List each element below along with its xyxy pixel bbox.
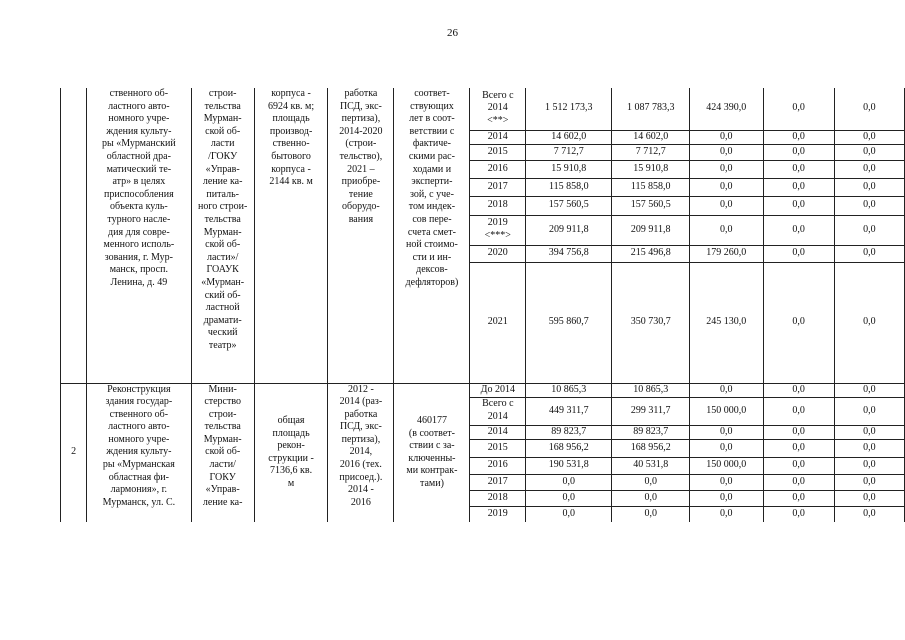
total-cell: 89 823,7: [526, 425, 612, 439]
year-cell: 2018: [470, 196, 526, 215]
federal-cell: 150 000,0: [690, 397, 763, 425]
other-cell: 0,0: [834, 178, 904, 196]
year-cell: 2016: [470, 457, 526, 474]
total-cell: 10 865,3: [526, 383, 612, 397]
table-row: [61, 383, 905, 397]
other-cell: 0,0: [834, 196, 904, 215]
year-cell: До 2014: [470, 383, 526, 397]
total-cell: 595 860,7: [526, 262, 612, 383]
municipal-cell: 0,0: [763, 160, 834, 178]
row-index: [61, 88, 87, 383]
federal-cell: 0,0: [690, 215, 763, 245]
customer: строи- тельства Мурман- ской об- ласти /ГОКУ «Управ- ление ка- питаль- ного строи- тельства Мурман- ской об- ласти»/ ГОАУК «Мурман- ский об- ластной драмати- ческий театр»: [191, 88, 254, 383]
year-cell: 2019: [470, 506, 526, 522]
municipal-cell: 0,0: [763, 130, 834, 144]
federal-cell: 0,0: [690, 383, 763, 397]
year-cell: 2017: [470, 474, 526, 490]
regional-cell: 0,0: [612, 474, 690, 490]
federal-cell: 0,0: [690, 160, 763, 178]
other-cell: 0,0: [834, 262, 904, 383]
total-cell: 115 858,0: [526, 178, 612, 196]
regional-cell: 14 602,0: [612, 130, 690, 144]
municipal-cell: 0,0: [763, 397, 834, 425]
regional-cell: 10 865,3: [612, 383, 690, 397]
federal-cell: 150 000,0: [690, 457, 763, 474]
other-cell: 0,0: [834, 88, 904, 130]
federal-cell: 0,0: [690, 490, 763, 506]
federal-cell: 0,0: [690, 425, 763, 439]
total-cell: 0,0: [526, 474, 612, 490]
estimated-cost: 460177 (в соответ- ствии с за- ключенны- ми контрак- тами): [394, 383, 470, 522]
municipal-cell: 0,0: [763, 506, 834, 522]
other-cell: 0,0: [834, 397, 904, 425]
object-name: ственного об- ластного авто- номного учре- ждения культу- ры «Мурманский областной дра- матический те- атр» в целях приспособления объекта куль- турного насле- дия для совре- менного исполь- зования, г. Мур- манск, просп. Ленина, д. 49: [87, 88, 191, 383]
regional-cell: 157 560,5: [612, 196, 690, 215]
object-name: Реконструкция здания государ- ственного об- ластного авто- номного учре- ждения культу- ры «Мурманская областная фи- лармония», г. Мурманск, ул. С.: [87, 383, 191, 522]
other-cell: 0,0: [834, 425, 904, 439]
total-cell: 209 911,8: [526, 215, 612, 245]
other-cell: 0,0: [834, 439, 904, 457]
year-cell: 2014: [470, 425, 526, 439]
regional-cell: 350 730,7: [612, 262, 690, 383]
total-cell: 0,0: [526, 490, 612, 506]
municipal-cell: 0,0: [763, 383, 834, 397]
other-cell: 0,0: [834, 130, 904, 144]
total-cell: 449 311,7: [526, 397, 612, 425]
other-cell: 0,0: [834, 215, 904, 245]
municipal-cell: 0,0: [763, 178, 834, 196]
other-cell: 0,0: [834, 506, 904, 522]
table-row: [61, 88, 905, 130]
regional-cell: 168 956,2: [612, 439, 690, 457]
regional-cell: 0,0: [612, 506, 690, 522]
regional-cell: 299 311,7: [612, 397, 690, 425]
municipal-cell: 0,0: [763, 474, 834, 490]
year-cell: 2015: [470, 439, 526, 457]
federal-cell: 0,0: [690, 178, 763, 196]
regional-cell: 209 911,8: [612, 215, 690, 245]
regional-cell: 115 858,0: [612, 178, 690, 196]
municipal-cell: 0,0: [763, 262, 834, 383]
municipal-cell: 0,0: [763, 425, 834, 439]
period: работка ПСД, экс- пертиза), 2014-2020 (строи- тельство), 2021 – приобре- тение оборудо- вания: [328, 88, 394, 383]
total-cell: 0,0: [526, 506, 612, 522]
other-cell: 0,0: [834, 245, 904, 262]
other-cell: 0,0: [834, 160, 904, 178]
total-cell: 14 602,0: [526, 130, 612, 144]
federal-cell: 0,0: [690, 506, 763, 522]
federal-cell: 245 130,0: [690, 262, 763, 383]
federal-cell: 0,0: [690, 439, 763, 457]
row-index: 2: [61, 383, 87, 522]
total-cell: 7 712,7: [526, 144, 612, 160]
municipal-cell: 0,0: [763, 457, 834, 474]
estimated-cost: соответ- ствующих лет в соот- ветствии с фактиче- скими рас- ходами и эксперти- зой, с уче- том индек- сов пере- счета смет- ной стоимо- сти и ин- дексов- дефляторов): [394, 88, 470, 383]
municipal-cell: 0,0: [763, 88, 834, 130]
municipal-cell: 0,0: [763, 215, 834, 245]
regional-cell: 0,0: [612, 490, 690, 506]
other-cell: 0,0: [834, 383, 904, 397]
other-cell: 0,0: [834, 474, 904, 490]
total-cell: 190 531,8: [526, 457, 612, 474]
capacity: корпуса - 6924 кв. м; площадь производ- ственно- бытового корпуса - 2144 кв. м: [254, 88, 328, 383]
total-cell: 1 512 173,3: [526, 88, 612, 130]
page-number: 26: [447, 27, 458, 39]
year-cell: 2019 <***>: [470, 215, 526, 245]
other-cell: 0,0: [834, 490, 904, 506]
year-cell: 2018: [470, 490, 526, 506]
municipal-cell: 0,0: [763, 196, 834, 215]
regional-cell: 1 087 783,3: [612, 88, 690, 130]
period: 2012 - 2014 (раз- работка ПСД, экс- пертиза), 2014, 2016 (тех. присоед.). 2014 - 2016: [328, 383, 394, 522]
year-cell: Всего с 2014 <**>: [470, 88, 526, 130]
other-cell: 0,0: [834, 457, 904, 474]
municipal-cell: 0,0: [763, 490, 834, 506]
federal-cell: 0,0: [690, 144, 763, 160]
capacity: общая площадь рекон- струкции - 7136,6 кв. м: [254, 383, 328, 522]
total-cell: 15 910,8: [526, 160, 612, 178]
year-cell: 2020: [470, 245, 526, 262]
total-cell: 157 560,5: [526, 196, 612, 215]
year-cell: 2016: [470, 160, 526, 178]
municipal-cell: 0,0: [763, 144, 834, 160]
year-cell: 2021: [470, 262, 526, 383]
federal-cell: 0,0: [690, 474, 763, 490]
year-cell: 2017: [470, 178, 526, 196]
investment-table: [60, 88, 905, 522]
regional-cell: 7 712,7: [612, 144, 690, 160]
municipal-cell: 0,0: [763, 245, 834, 262]
regional-cell: 15 910,8: [612, 160, 690, 178]
regional-cell: 215 496,8: [612, 245, 690, 262]
federal-cell: 0,0: [690, 130, 763, 144]
year-cell: Всего с 2014: [470, 397, 526, 425]
federal-cell: 0,0: [690, 196, 763, 215]
regional-cell: 89 823,7: [612, 425, 690, 439]
year-cell: 2015: [470, 144, 526, 160]
total-cell: 168 956,2: [526, 439, 612, 457]
year-cell: 2014: [470, 130, 526, 144]
federal-cell: 424 390,0: [690, 88, 763, 130]
municipal-cell: 0,0: [763, 439, 834, 457]
customer: Мини- стерство строи- тельства Мурман- ской об- ласти/ ГОКУ «Управ- ление ка-: [191, 383, 254, 522]
total-cell: 394 756,8: [526, 245, 612, 262]
regional-cell: 40 531,8: [612, 457, 690, 474]
federal-cell: 179 260,0: [690, 245, 763, 262]
other-cell: 0,0: [834, 144, 904, 160]
